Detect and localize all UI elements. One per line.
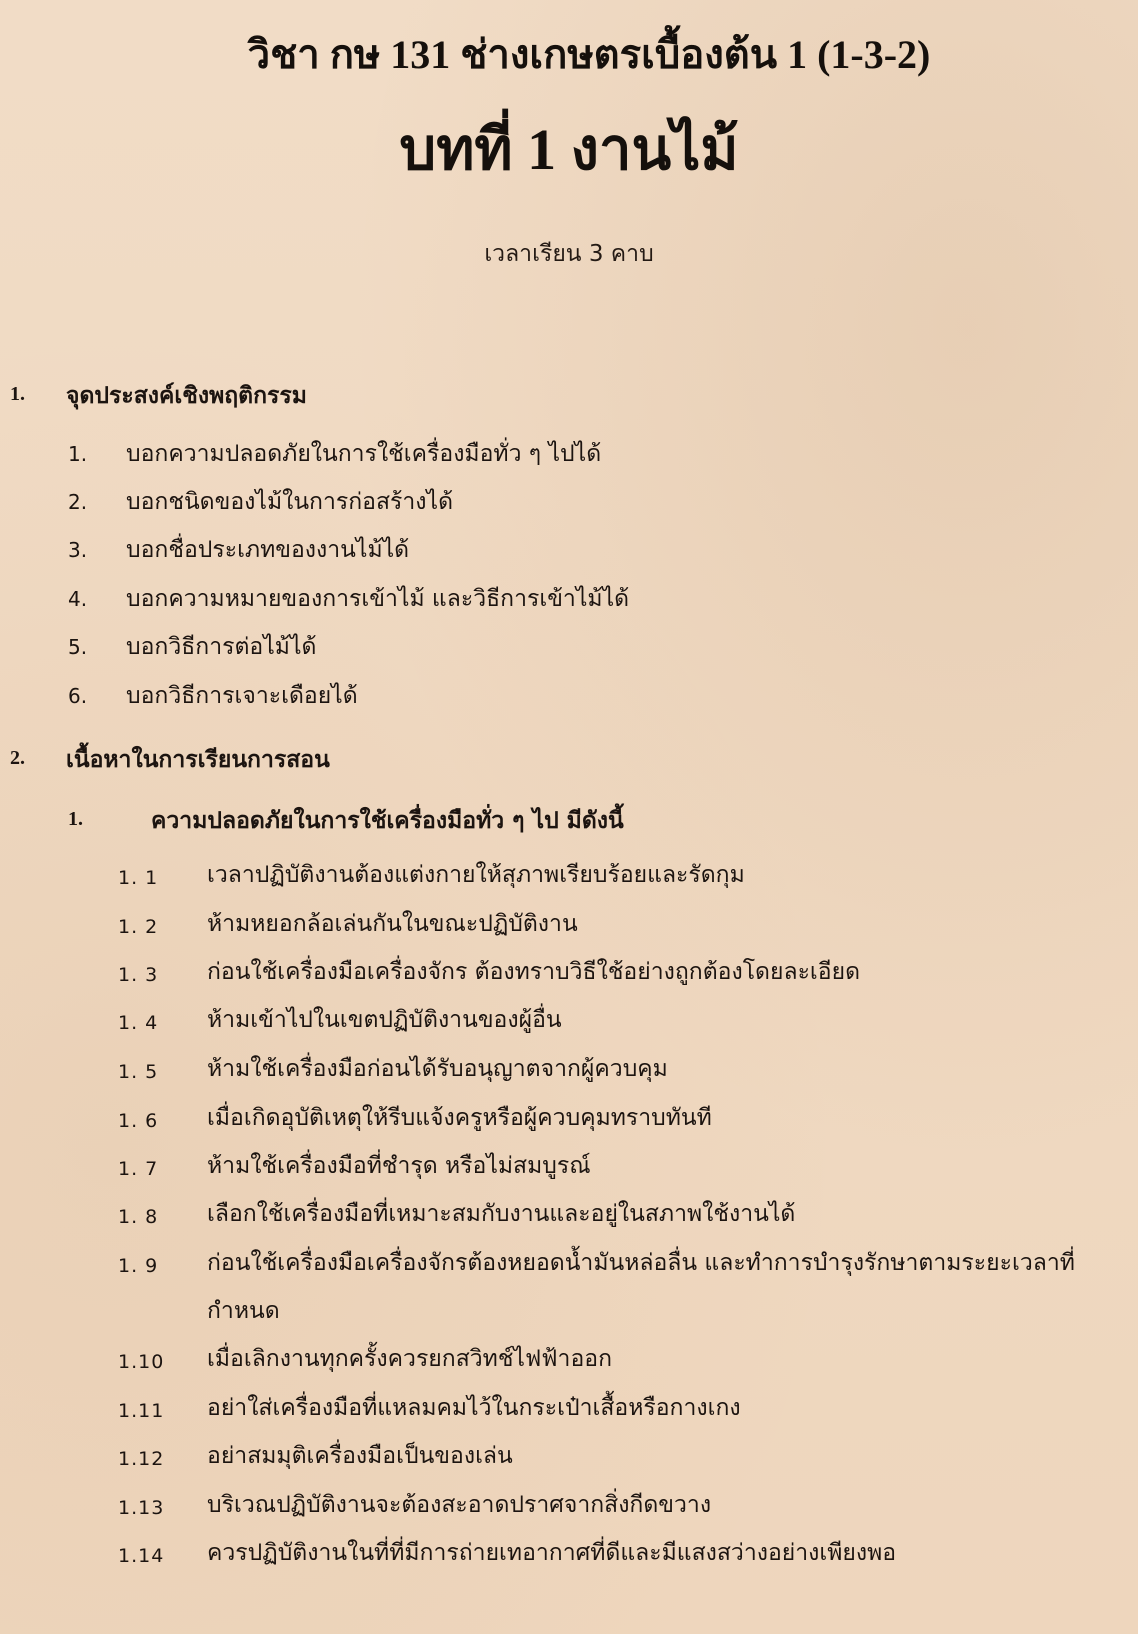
objective-number: 3. — [68, 538, 88, 562]
objective-number: 6. — [68, 684, 88, 708]
objective-number: 4. — [68, 587, 88, 611]
item-text: เลือกใช้เครื่องมือที่เหมาะสมกับงานและอยู่ในสภาพใช้งานได้ — [207, 1201, 796, 1227]
item-text: ห้ามหยอกล้อเล่นกันในขณะปฏิบัติงาน — [207, 911, 578, 937]
section-heading: จุดประสงค์เชิงพฤติกรรม — [66, 383, 307, 409]
section-heading: เนื้อหาในการเรียนการสอน — [66, 747, 330, 773]
item-number: 1. 1 — [118, 867, 159, 889]
item-text: ก่อนใช้เครื่องมือเครื่องจักรต้องหยอดน้ำมันหล่อลื่น และทำการบำรุงรักษาตามระยะเวลาที่กำหนด — [207, 1250, 1075, 1324]
objective-text: บอกชนิดของไม้ในการก่อสร้างได้ — [126, 489, 454, 515]
item-number: 1. 6 — [118, 1110, 159, 1132]
item-number: 1.10 — [118, 1351, 165, 1373]
item-text: ห้ามใช้เครื่องมือที่ชำรุด หรือไม่สมบูรณ์ — [207, 1153, 591, 1179]
subsection-heading: ความปลอดภัยในการใช้เครื่องมือทั่ว ๆ ไป มีดังนี้ — [151, 808, 624, 834]
item-text: ก่อนใช้เครื่องมือเครื่องจักร ต้องทราบวิธีใช้อย่างถูกต้องโดยละเอียด — [207, 959, 861, 985]
objective-number: 5. — [68, 635, 88, 659]
item-number: 1. 4 — [118, 1012, 159, 1034]
section-number: 2. — [10, 747, 25, 769]
chapter-title: บทที่ 1 งานไม้ — [399, 117, 739, 182]
objective-number: 2. — [68, 490, 88, 514]
item-number: 1.14 — [118, 1545, 165, 1567]
study-time: เวลาเรียน 3 คาบ — [484, 241, 654, 267]
item-text: ห้ามเข้าไปในเขตปฏิบัติงานของผู้อื่น — [207, 1007, 562, 1033]
item-text: เมื่อเลิกงานทุกครั้งควรยกสวิทช์ไฟฟ้าออก — [207, 1346, 613, 1372]
objective-text: บอกวิธีการต่อไม้ได้ — [126, 634, 317, 660]
subject-title: วิชา กษ 131 ช่างเกษตรเบื้องต้น 1 (1-3-2) — [247, 32, 931, 77]
item-number: 1. 7 — [118, 1158, 159, 1180]
item-text: บริเวณปฏิบัติงานจะต้องสะอาดปราศจากสิ่งกีดขวาง — [207, 1492, 712, 1518]
item-number: 1. 9 — [118, 1255, 159, 1277]
item-text: อย่าใส่เครื่องมือที่แหลมคมไว้ในกระเป๋าเสื้อหรือกางเกง — [207, 1395, 741, 1421]
item-text: เวลาปฏิบัติงานต้องแต่งกายให้สุภาพเรียบร้อยและรัดกุม — [207, 862, 745, 888]
objective-number: 1. — [68, 442, 88, 466]
section-number: 1. — [10, 383, 25, 405]
objective-text: บอกความหมายของการเข้าไม้ และวิธีการเข้าไม้ได้ — [126, 586, 630, 612]
item-number: 1.12 — [118, 1448, 165, 1470]
item-number: 1. 8 — [118, 1206, 159, 1228]
subsection-number: 1. — [68, 808, 83, 830]
objective-text: บอกความปลอดภัยในการใช้เครื่องมือทั่ว ๆ ไปได้ — [126, 441, 602, 467]
item-number: 1. 5 — [118, 1061, 159, 1083]
objective-text: บอกวิธีการเจาะเดือยได้ — [126, 683, 358, 709]
objective-text: บอกชื่อประเภทของงานไม้ได้ — [126, 537, 410, 563]
item-text: ห้ามใช้เครื่องมือก่อนได้รับอนุญาตจากผู้ควบคุม — [207, 1056, 668, 1082]
item-text: เมื่อเกิดอุบัติเหตุให้รีบแจ้งครูหรือผู้ควบคุมทราบทันที — [207, 1105, 712, 1131]
item-number: 1. 2 — [118, 916, 159, 938]
item-text: อย่าสมมุติเครื่องมือเป็นของเล่น — [207, 1443, 513, 1469]
item-number: 1. 3 — [118, 964, 159, 986]
item-text: ควรปฏิบัติงานในที่ที่มีการถ่ายเทอากาศที่ดีและมีแสงสว่างอย่างเพียงพอ — [207, 1540, 897, 1566]
item-number: 1.11 — [118, 1400, 165, 1422]
item-number: 1.13 — [118, 1497, 165, 1519]
